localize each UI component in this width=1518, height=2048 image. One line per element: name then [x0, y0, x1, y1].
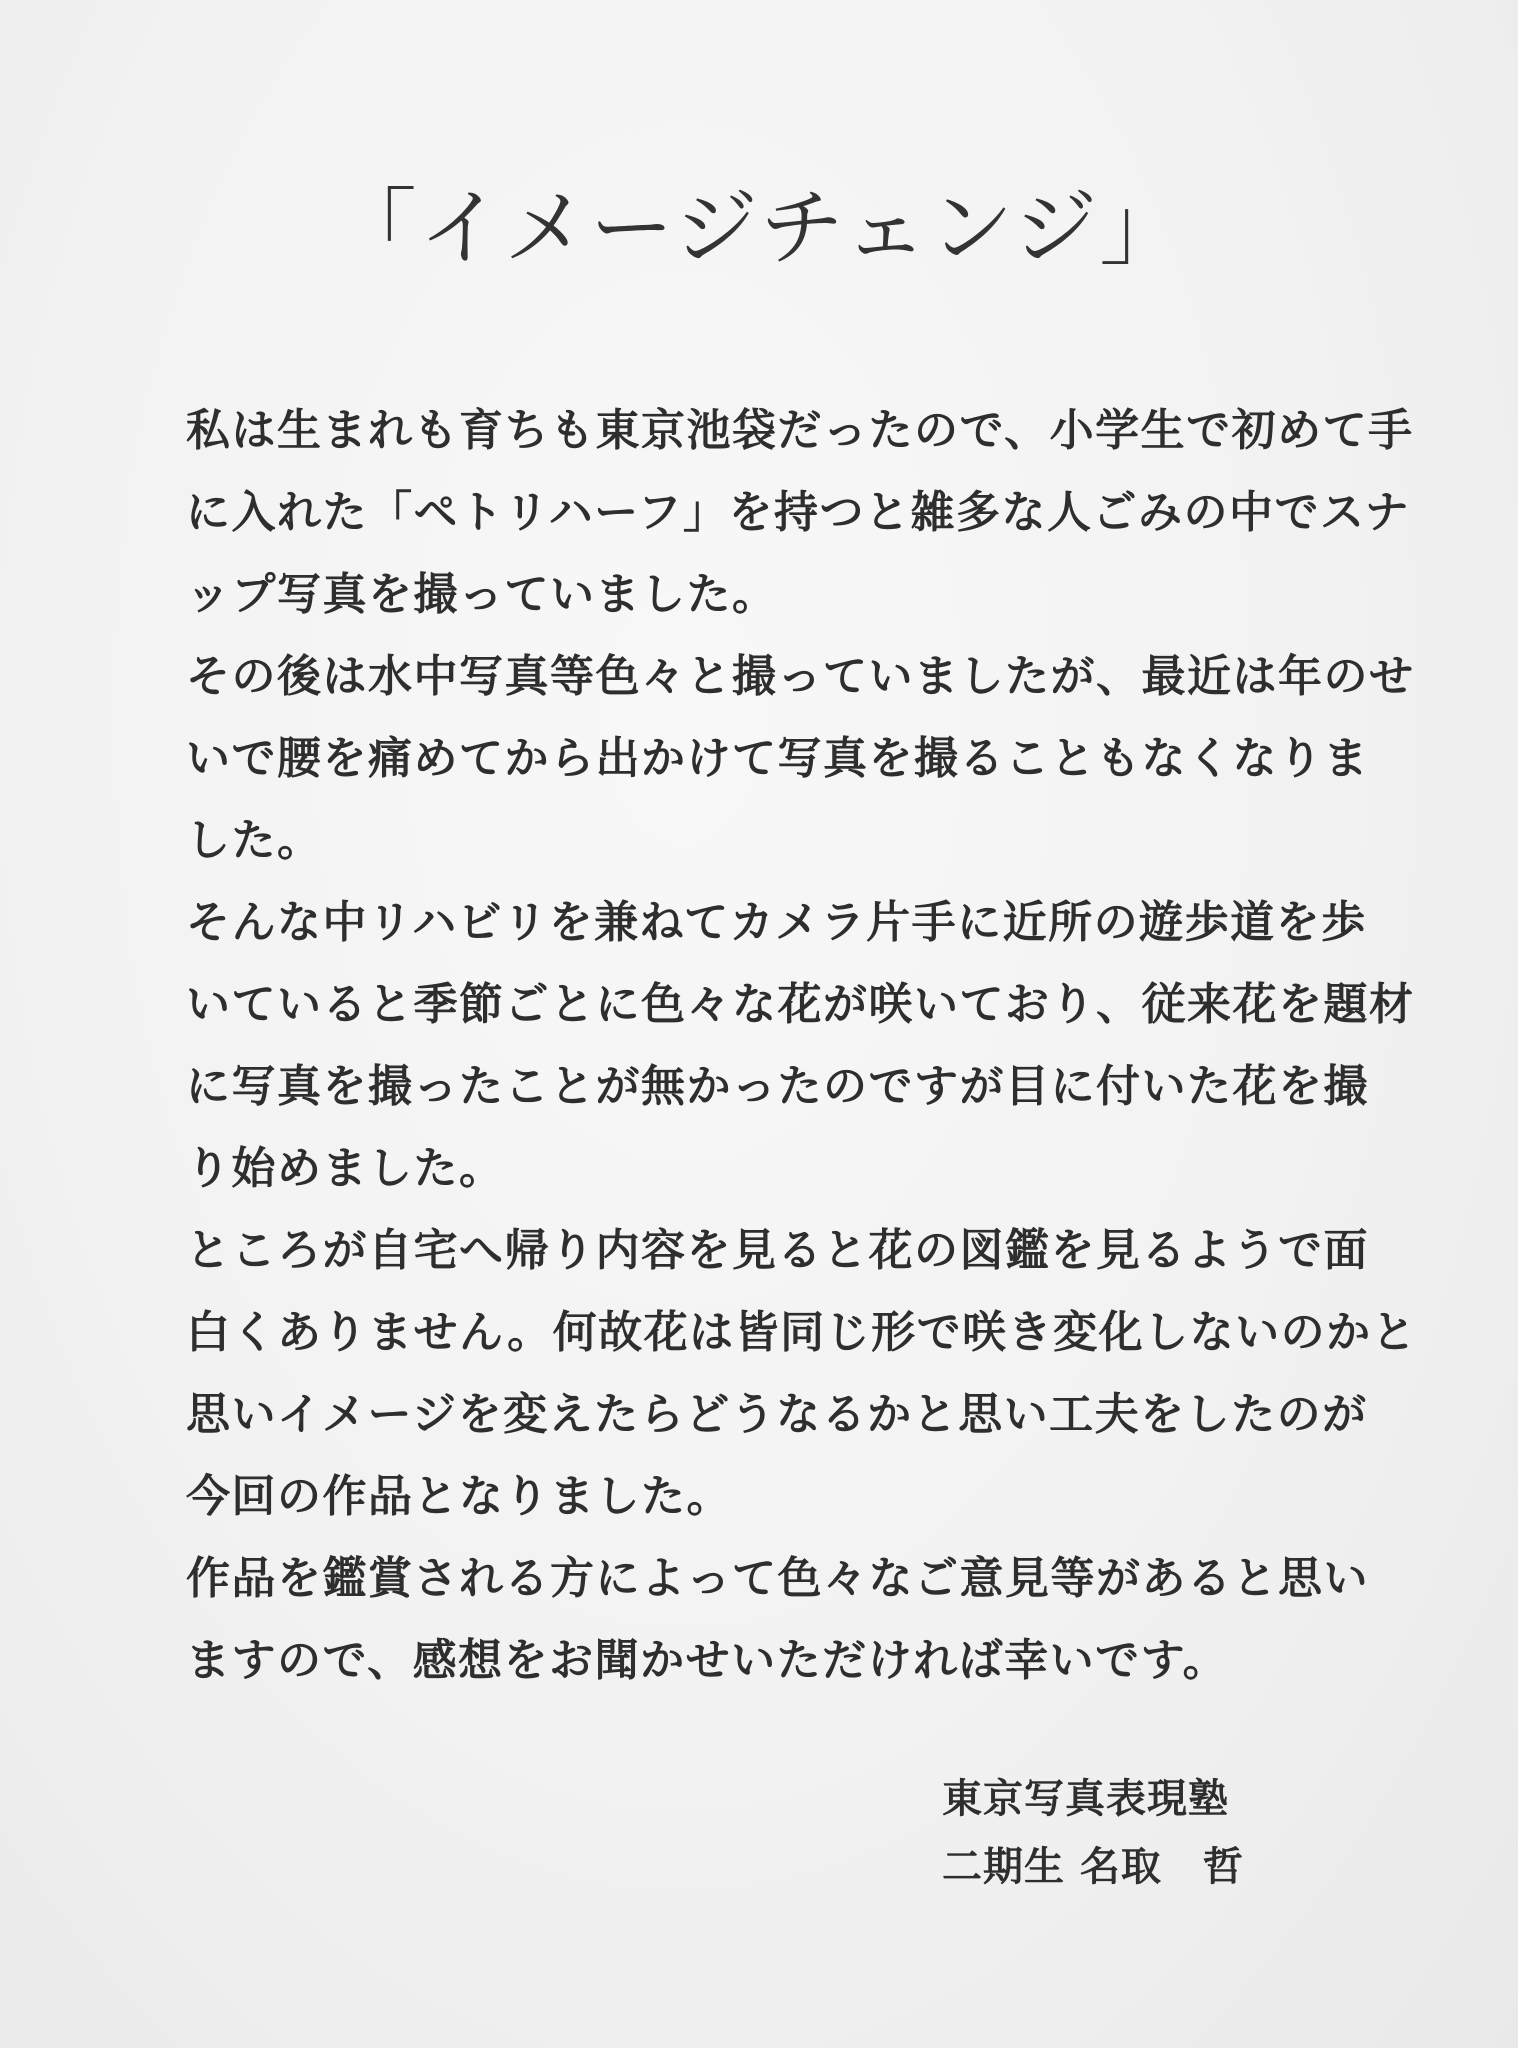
body-line: 今回の作品となりました。 [186, 1471, 732, 1522]
body-line: 白くありません。何故花は皆同じ形で咲き変化しないのかと [186, 1307, 1418, 1358]
body-line: 私は生まれも育ちも東京池袋だったので、小学生で初めて手 [186, 405, 1414, 456]
signature-organization: 東京写真表現塾 [942, 1776, 1229, 1822]
body-line: そんな中リハビリを兼ねてカメラ片手に近所の遊歩道を歩 [186, 897, 1367, 948]
document-body [186, 390, 1418, 1702]
signature-block [942, 1765, 1442, 1901]
document-title: 「イメージチェンジ」 [332, 179, 1186, 277]
body-line: 思いイメージを変えたらどうなるかと思い工夫をしたのが [186, 1389, 1368, 1440]
body-line: その後は水中写真等色々と撮っていましたが、最近は年のせ [186, 651, 1415, 702]
body-line: した。 [186, 815, 323, 866]
body-line: いで腰を痛めてから出かけて写真を撮ることもなくなりま [186, 733, 1369, 784]
body-line: いていると季節ごとに色々な花が咲いており、従来花を題材 [186, 979, 1415, 1030]
body-line: ップ写真を撮っていました。 [186, 569, 778, 620]
body-line: り始めました。 [186, 1143, 505, 1194]
signature-author: 二期生 名取 哲 [942, 1844, 1244, 1890]
body-line: ますので、感想をお聞かせいただければ幸いです。 [186, 1635, 1229, 1686]
body-line: に写真を撮ったことが無かったのですが目に付いた花を撮 [186, 1061, 1369, 1112]
body-line: に入れた「ペトリハーフ」を持つと雑多な人ごみの中でスナ [186, 487, 1411, 538]
body-line: ところが自宅へ帰り内容を見ると花の図鑑を見るようで面 [186, 1225, 1369, 1276]
body-line: 作品を鑑賞される方によって色々なご意見等があると思い [186, 1553, 1369, 1604]
